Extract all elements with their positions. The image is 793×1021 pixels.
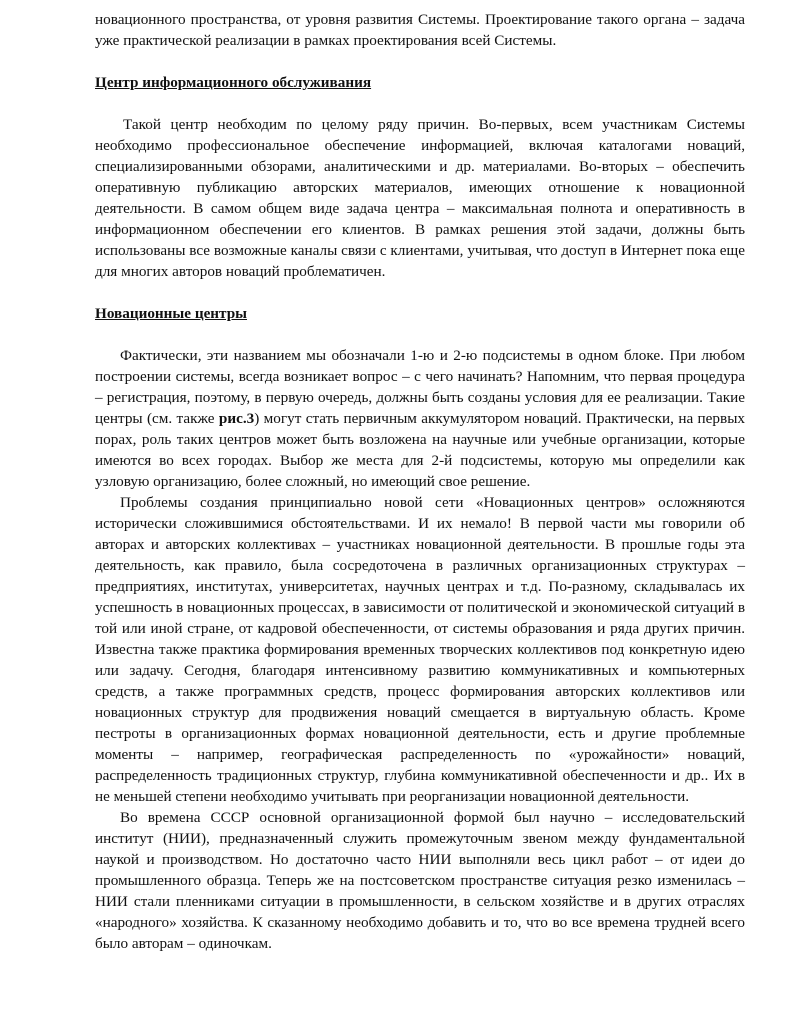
p1-text-end: ) могут стать первичным аккумулятором новаций. Практически, на первых порах, роль таких центров может быть возложена на научные или учебные организации, которые имеются во всех городах. Выбор же места для 2-й подсистемы, которую мы определили как узловую организацию, более сложный, но имеющий свое решение. <box>95 410 745 490</box>
intro-paragraph: новационного пространства, от уровня развития Системы. Проектирование такого органа – задача уже практической реализации в рамках проектирования всей Системы. <box>95 11 745 49</box>
document-page <box>95 9 745 954</box>
section-heading-innovation-centers: Новационные центры <box>95 305 248 322</box>
info-center-paragraph: Такой центр необходим по целому ряду причин. Во-первых, всем участникам Системы необходимо профессиональное обеспечение информацией, включая каталогами новаций, специализированными обзорами, аналитическими и др. материалами. Во-вторых – обеспечить оперативную публикацию авторских материалов, имеющих отношение к новационной деятельности. В самом общем виде задача центра – максимальная полнота и оперативность в информационном обеспечении его клиентов. В рамках решения этой задачи, должны быть использованы все возможные каналы связи с клиентами, учитывая, что доступ в Интернет пока еще для многих авторов новаций проблематичен. <box>95 116 745 280</box>
figure-reference: рис.3 <box>218 410 255 427</box>
innovation-centers-paragraph-1 <box>95 345 745 492</box>
innovation-centers-paragraph-3: Во времена СССР основной организационной формой был научно – исследовательский институт (НИИ), предназначенный служить промежуточным звеном между фундаментальной наукой и производством. Но достаточно часто НИИ выполняли весь цикл работ – от идеи до промышленного образца. Теперь же на постсоветском пространстве ситуация резко изменилась – НИИ стали пленниками ситуации в промышленности, в сельском хозяйстве и в других отраслях «народного» хозяйства. К сказанному необходимо добавить и то, что во все времена трудней всего было авторам – одиночкам. <box>95 809 745 952</box>
section-heading-info-center: Центр информационного обслуживания <box>95 74 372 91</box>
innovation-centers-paragraph-2: Проблемы создания принципиально новой сети «Новационных центров» осложняются исторически сложившимися обстоятельствами. И их немало! В первой части мы говорили об авторах и авторских коллективах – участниках новационной деятельности. В прошлые годы эта деятельность, как правило, была сосредоточена в различных организационных структурах – предприятиях, институтах, университетах, научных центрах и т.д. По-разному, складывалась их успешность в новационных процессах, в зависимости от политической и экономической ситуаций в той или иной стране, от кадровой обеспеченности, от системы образования и ряда других причин. Известна также практика формирования временных творческих коллективов под конкретную идею или задачу. Сегодня, благодаря интенсивному развитию коммуникативных и компьютерных средств, а также программных средств, процесс формирования авторских коллективов или новационных структур для продвижения новаций смещается в виртуальную область. Кроме пестроты в организационных формах новационной деятельности, есть и другие проблемные моменты – например, географическая распределенность по «урожайности» новаций, распределенность традиционных структур, глубина коммуникативной обеспеченности и др.. Их в не меньшей степени необходимо учитывать при реорганизации новационной деятельности. <box>95 494 745 805</box>
p1-text-start: Фактически, эти названием мы обозначали 1-ю и 2-ю подсистемы в одном блоке. При любом построении системы, всегда возникает вопрос – с чего начинать? Напомним, что первая процедура – регистрация, поэтому, в первую очередь, должны быть созданы условия для ее реализации. Такие центры (см. также <box>95 347 745 427</box>
